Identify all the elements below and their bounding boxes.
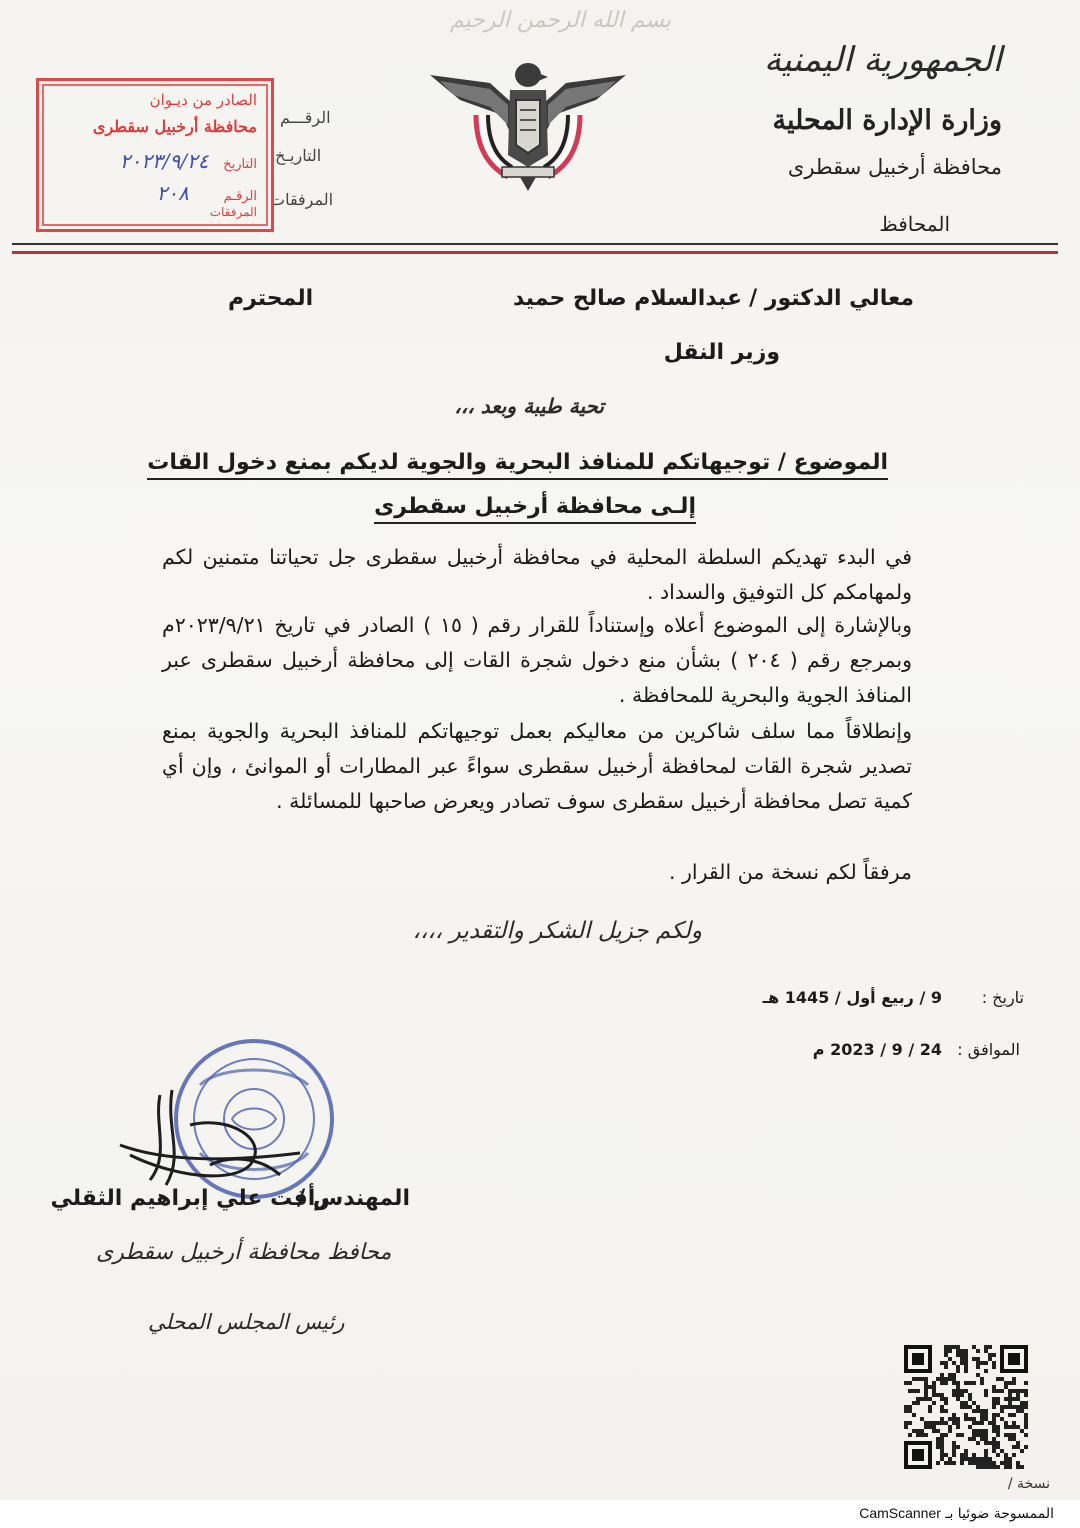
yemen-eagle-emblem-icon xyxy=(420,55,636,195)
governorate-name: محافظة أرخبيل سقطرى xyxy=(787,155,1002,179)
qr-code xyxy=(904,1345,1028,1469)
scanner-footer xyxy=(0,1500,1080,1528)
subject-line-2: إلـى محافظة أرخبيل سقطرى xyxy=(374,494,696,524)
addressee-position: وزير النقل xyxy=(663,340,780,365)
gregorian-date-value: 24 / 9 / 2023 م xyxy=(812,1040,942,1059)
stamp-number-label: الرقـم xyxy=(223,189,257,204)
signature-scribble xyxy=(100,1085,340,1190)
addressee-title: معالي الدكتور / xyxy=(749,286,914,311)
paragraph-3: وإنطلاقاً مما سلف شاكرين من معاليكم بعمل توجيهاتكم للمنافذ البحرية والجوية بمنع تصدير شجرة القات لمحافظة أرخبيل سقطرى سواءً عبر المطارات أو الموانئ ، وإن أي كمية تصل محافظة أرخبيل سقطرى سوف تصادر ويعرض صاحبها للمسائلة . xyxy=(162,719,912,813)
faint-header-note: بسم الله الرحمن الرحيم xyxy=(450,8,672,33)
attachment-note: مرفقاً لكم نسخة من القرار . xyxy=(668,860,912,884)
closing-line: ولكم جزيل الشكر والتقدير ،،،، xyxy=(412,918,702,944)
ministry-name: وزارة الإدارة المحلية xyxy=(772,105,1002,136)
paragraph-2: وبالإشارة إلى الموضوع أعلاه وإستناداً للقرار رقم ( ١٥ ) الصادر في تاريخ ٢٠٢٣/٩/٢١م وبمرجع رقم ( ٢٠٤ ) بشأن منع دخول شجرة القات إلى محافظة أرخبيل سقطرى عبر المنافذ الجوية والبحرية للمحافظة . xyxy=(162,613,912,707)
stamp-number-value: ٢٠٨ xyxy=(156,181,189,205)
reference-number-label: الرقـــم xyxy=(280,108,331,127)
signatory-role-2: رئيس المجلس المحلي xyxy=(148,1310,345,1334)
hijri-date-value: 9 / ربيع أول / 1445 هـ xyxy=(762,988,942,1007)
stamp-line-1: الصادر من ديـوان xyxy=(149,91,257,109)
reference-date-label: التاريـخ xyxy=(275,146,322,165)
signatory-name: رأفت علي إبراهيم الثقلي xyxy=(50,1186,328,1211)
greeting: تحية طيبة وبعد ،،، xyxy=(454,394,604,418)
outgoing-stamp xyxy=(36,78,274,232)
copy-label: نسخة / xyxy=(1007,1476,1050,1492)
signatory-title: المهندس / xyxy=(297,1186,410,1211)
stamp-line-2: محافظة أرخبيل سقطرى xyxy=(92,117,257,136)
stamp-attachments-label: المرفقات xyxy=(209,205,257,219)
stamp-date-value: ٢٠٢٣/٩/٢٤ xyxy=(119,149,209,173)
addressee-name: عبدالسلام صالح حميد xyxy=(513,286,742,311)
camscanner-name: CamScanner xyxy=(859,1505,941,1521)
gregorian-date-label: الموافق : xyxy=(957,1040,1020,1059)
office-name: المحافظ xyxy=(879,212,950,236)
stamp-date-label: التاريخ xyxy=(223,157,257,172)
stamp-date-row xyxy=(52,149,257,173)
header-divider-red xyxy=(12,251,1058,254)
stamp-number-row xyxy=(52,181,257,205)
reference-attachments-label: المرفقات xyxy=(270,190,334,209)
scanner-footer-text xyxy=(859,1505,1054,1522)
signatory-role-1: محافظ محافظة أرخبيل سقطرى xyxy=(96,1240,392,1265)
subject-line-1: الموضوع / توجيهاتكم للمنافذ البحرية والجوية لديكم بمنع دخول القات xyxy=(147,450,888,480)
paragraph-1: في البدء تهديكم السلطة المحلية في محافظة أرخبيل سقطرى جل تحياتنا متمنين لكم ولمهامكم كل التوفيق والسداد . xyxy=(162,545,912,604)
country-name: الجمهورية اليمنية xyxy=(763,40,1002,80)
addressee-honorific: المحترم xyxy=(228,286,314,311)
scanned-with-text: الممسوحة ضوئيا بـ xyxy=(945,1506,1054,1522)
header-divider-dark xyxy=(12,243,1058,245)
hijri-date-label: تاريخ : xyxy=(981,988,1024,1007)
